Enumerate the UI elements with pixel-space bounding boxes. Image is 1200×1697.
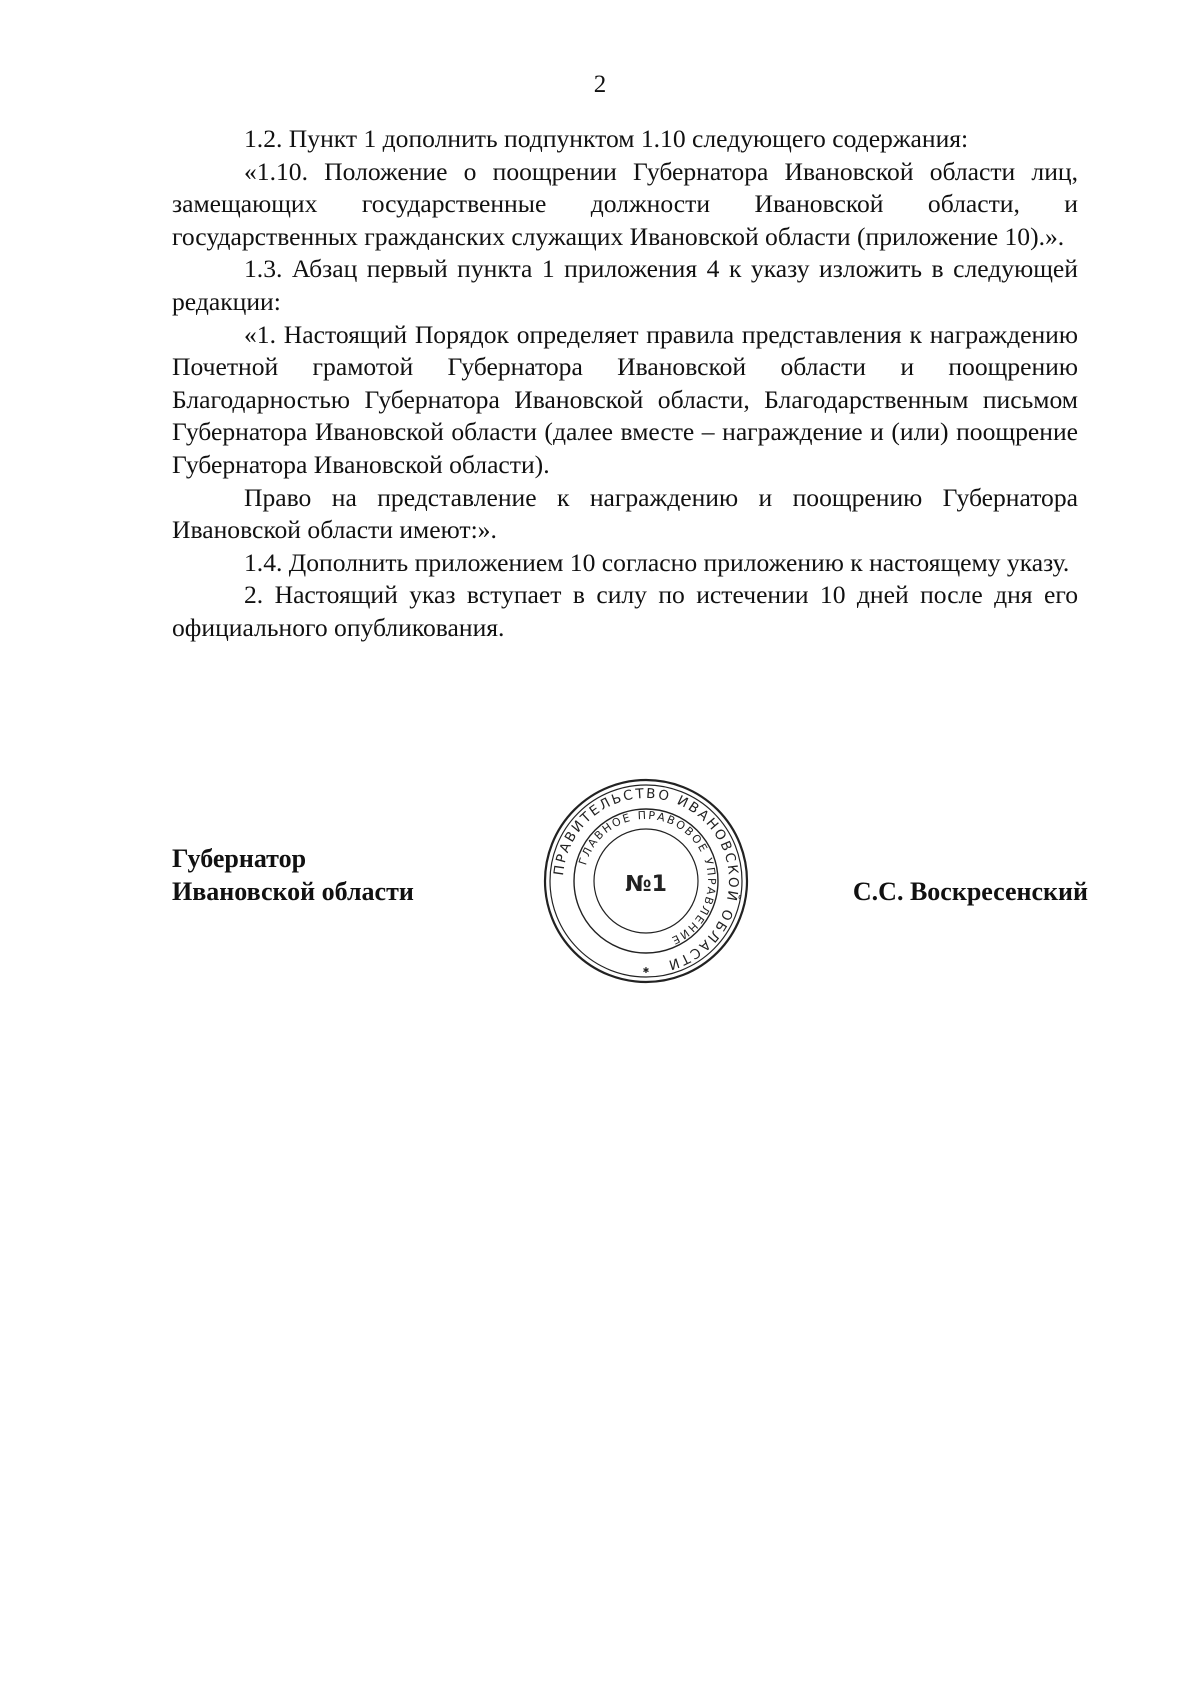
- signatory-name: С.С. Воскресенский: [852, 877, 1088, 906]
- seal-outer-textpath: ПРАВИТЕЛЬСТВО ИВАНОВСКОЙ ОБЛАСТИ: [551, 785, 742, 974]
- signatory-title-line-2: Ивановской области: [172, 877, 414, 906]
- paragraph-right-to-nominate: Право на представление к награждению и поощрению Губернатора Ивановской области имеют:».: [172, 482, 1078, 545]
- seal-inner-textpath: ГЛАВНОЕ ПРАВОВОЕ УПРАВЛЕНИЕ: [576, 808, 719, 948]
- paragraph-quote-1: «1. Настоящий Порядок определяет правила представления к награждению Почетной грамотой Губернатора Ивановской области и поощрению Благодарностью Губернатора Ивановской области, Благодарственным письмом Губернатора Ивановской области (далее вместе – награждение и (или) поощрение Губернатора Ивановской области).: [172, 319, 1078, 479]
- seal-center-number: №1: [625, 872, 667, 897]
- seal-star-icon: ✱: [642, 966, 650, 975]
- paragraph-1-3: 1.3. Абзац первый пункта 1 приложения 4 к указу изложить в следующей редакции:: [172, 254, 1078, 316]
- signatory-title-line-1: Губернатор: [172, 844, 307, 873]
- paragraph-1-2: 1.2. Пункт 1 дополнить подпунктом 1.10 следующего содержания:: [244, 124, 969, 153]
- paragraph-1-10: «1.10. Положение о поощрении Губернатора Ивановской области лиц, замещающих государственные должности Ивановской области, и государственных гражданских служащих Ивановской области (приложение 10).».: [172, 156, 1078, 251]
- paragraph-1-4: 1.4. Дополнить приложением 10 согласно приложению к настоящему указу.: [244, 547, 1070, 577]
- official-seal-stamp: [542, 777, 750, 985]
- signatory-title: [172, 842, 414, 908]
- document-body: [172, 123, 1078, 645]
- paragraph-2: 2. Настоящий указ вступает в силу по истечении 10 дней после дня его официального опубликования.: [172, 580, 1078, 642]
- page-number: 2: [593, 71, 607, 98]
